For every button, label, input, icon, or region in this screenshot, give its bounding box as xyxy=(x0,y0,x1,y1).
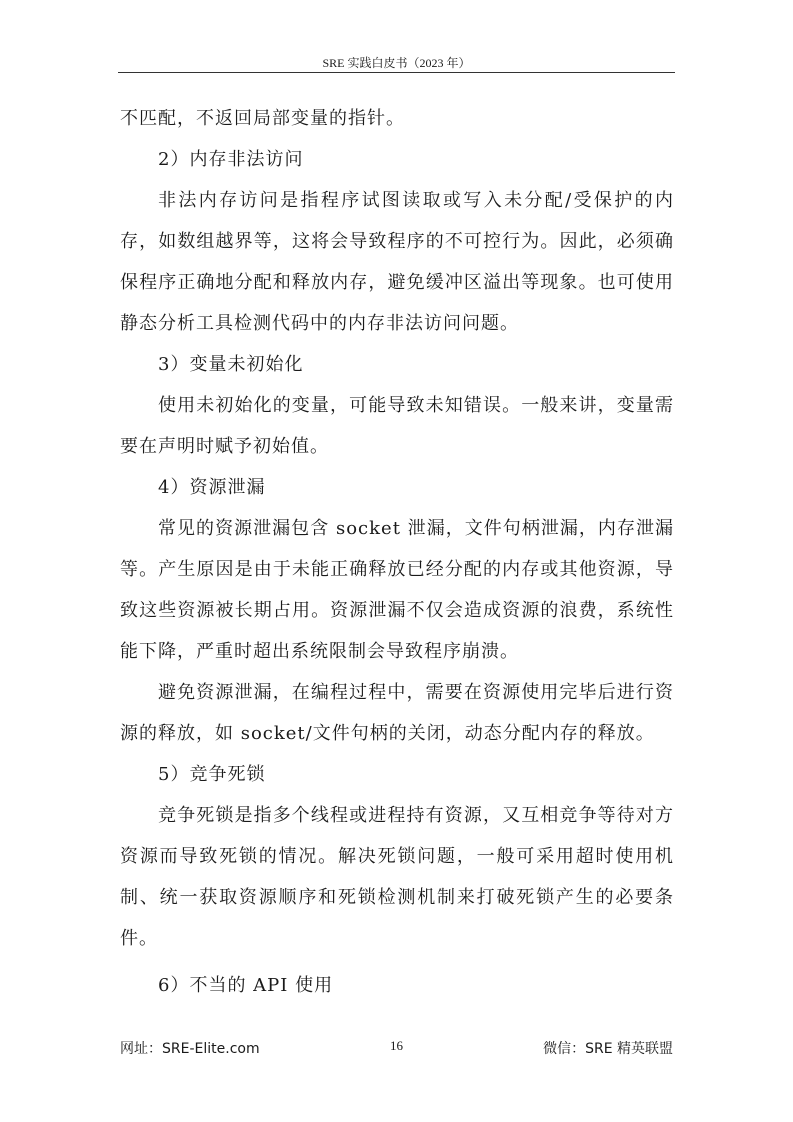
section-heading-api-misuse: 6）不当的 API 使用 xyxy=(158,975,334,996)
section-heading-memory-access: 2）内存非法访问 xyxy=(158,149,304,170)
document-body xyxy=(120,98,674,1006)
page-header: SRE 实践白皮书（2023 年） xyxy=(322,56,471,70)
header-divider xyxy=(118,72,675,73)
footer-website: 网址：SRE-Elite.com xyxy=(120,1041,260,1057)
section-heading-deadlock: 5）竞争死锁 xyxy=(158,764,266,785)
paragraph-memory-access: 非法内存访问是指程序试图读取或写入未分配/受保护的内存，如数组越界等，这将会导致程序的不可控行为。因此，必须确保程序正确地分配和释放内存，避免缓冲区溢出等现象。也可使用静态分析工具检测代码中的内存非法访问问题。 xyxy=(120,190,674,334)
footer-page-number: 16 xyxy=(390,1038,403,1053)
footer-wechat: 微信：SRE 精英联盟 xyxy=(543,1041,673,1057)
section-heading-uninitialized-variable: 3）变量未初始化 xyxy=(158,354,304,375)
paragraph-resource-leak-avoidance: 避免资源泄漏，在编程过程中，需要在资源使用完毕后进行资源的释放，如 socket/文件句柄的关闭，动态分配内存的释放。 xyxy=(120,682,674,744)
paragraph-resource-leak-causes: 常见的资源泄漏包含 socket 泄漏，文件句柄泄漏，内存泄漏等。产生原因是由于未能正确释放已经分配的内存或其他资源，导致这些资源被长期占用。资源泄漏不仅会造成资源的浪费，系统性能下降，严重时超出系统限制会导致程序崩溃。 xyxy=(120,518,674,662)
paragraph-deadlock: 竞争死锁是指多个线程或进程持有资源，又互相竞争等待对方资源而导致死锁的情况。解决死锁问题，一般可采用超时使用机制、统一获取资源顺序和死锁检测机制来打破死锁产生的必要条件。 xyxy=(120,805,674,949)
section-heading-resource-leak: 4）资源泄漏 xyxy=(158,477,266,498)
paragraph-continuation: 不匹配，不返回局部变量的指针。 xyxy=(120,108,405,129)
paragraph-uninitialized-variable: 使用未初始化的变量，可能导致未知错误。一般来讲，变量需要在声明时赋予初始值。 xyxy=(120,395,674,457)
